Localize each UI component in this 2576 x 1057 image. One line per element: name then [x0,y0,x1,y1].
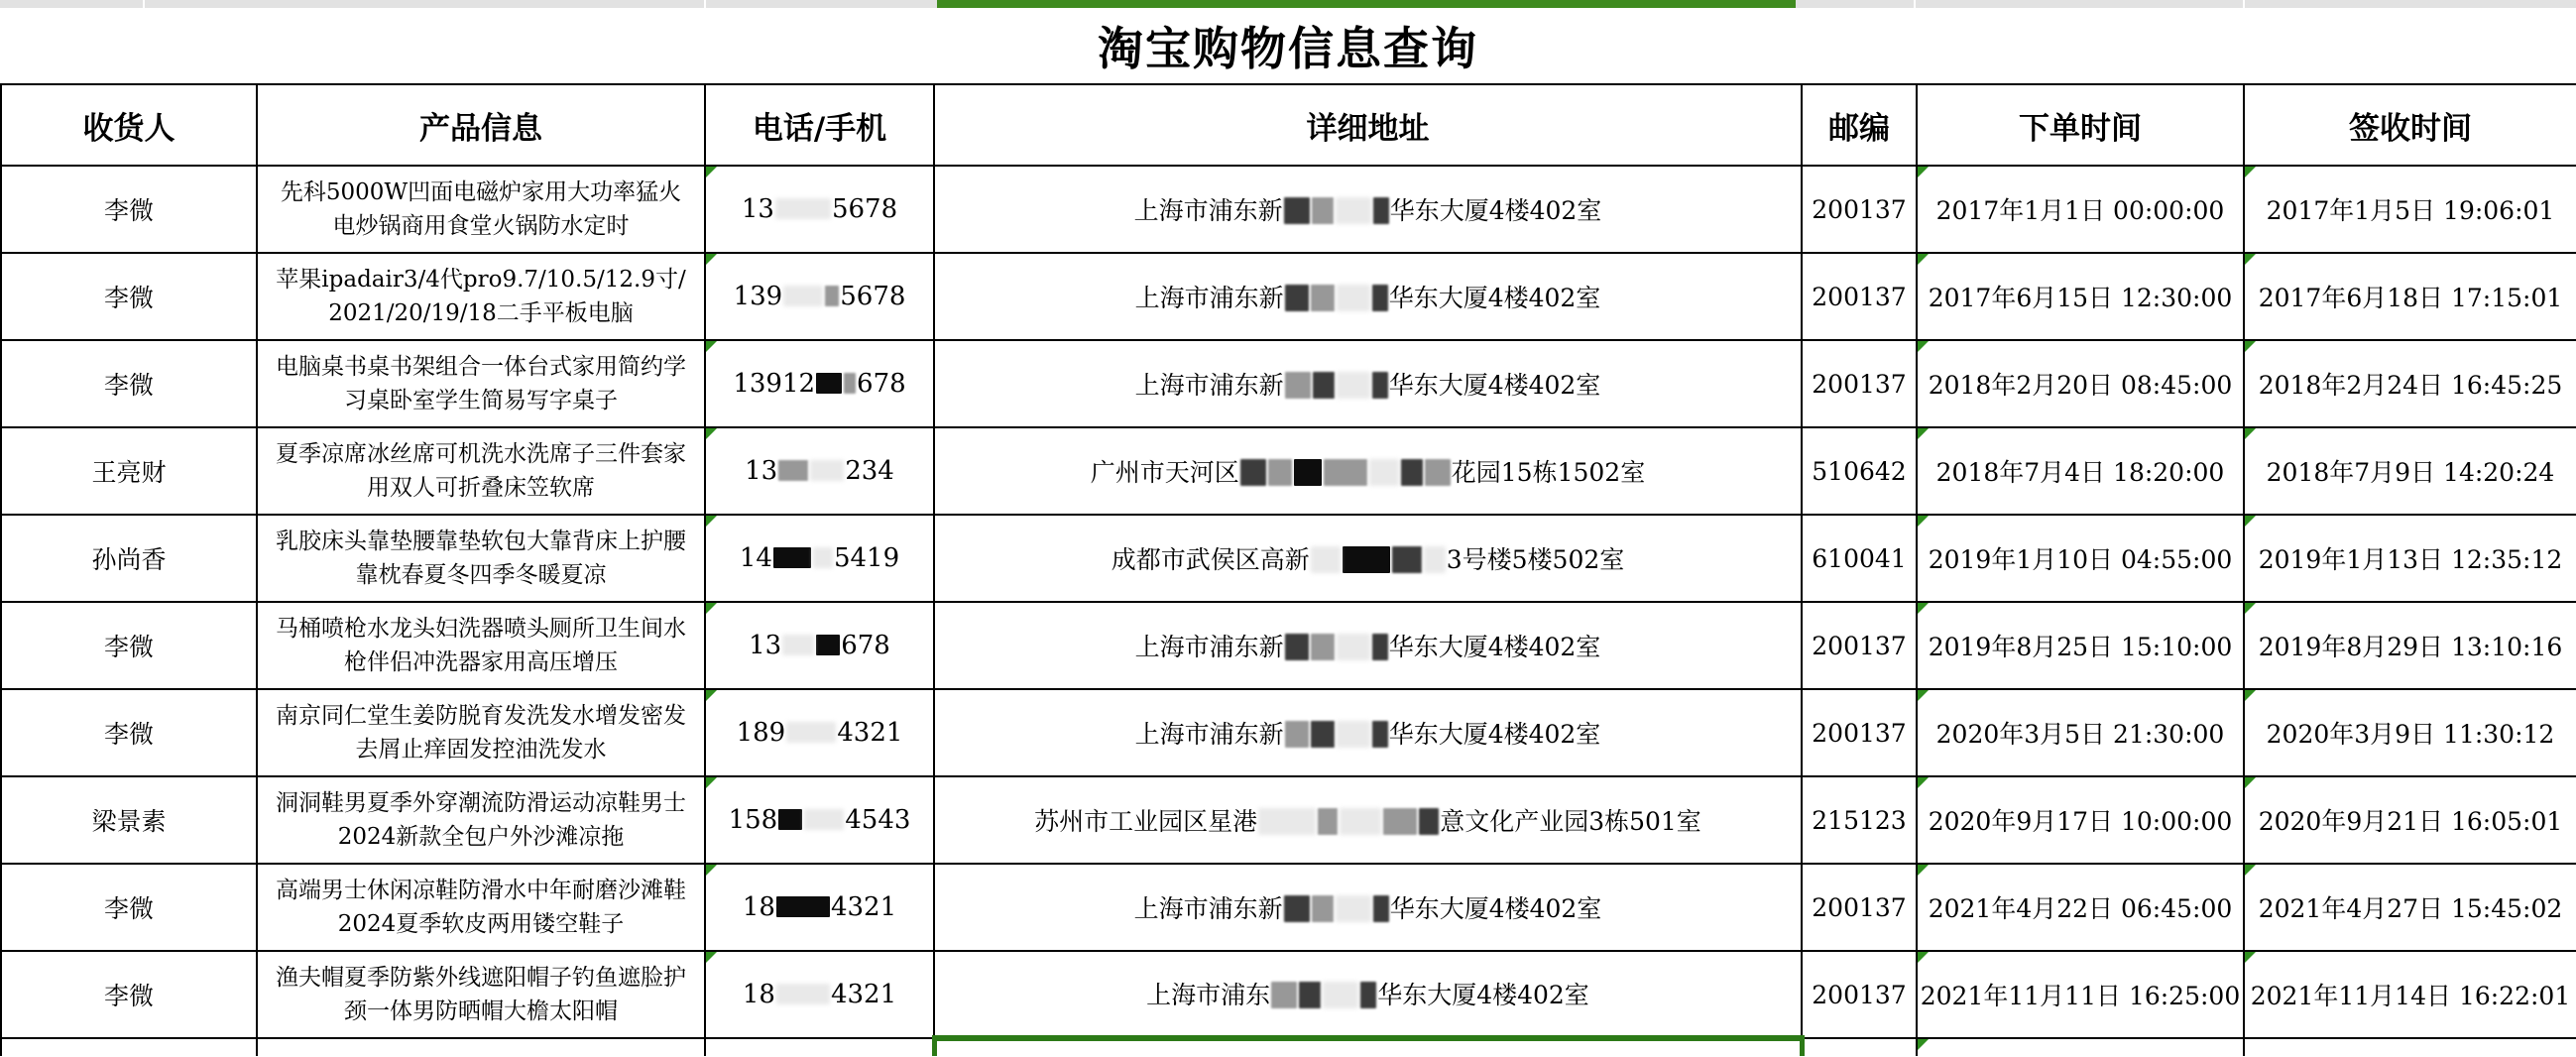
cell-sign_time[interactable]: 2018年7月9日 14:20:24 [2244,427,2576,515]
cell-address[interactable]: 成都市武侯区高新 3号楼5楼502室 [934,515,1802,602]
error-triangle-icon [1918,428,1929,439]
cell-address[interactable]: 上海市浦东新 华东大厦4楼402室 [934,864,1802,951]
redaction-mask [1284,895,1310,922]
table-row [1,776,2576,864]
redaction-mask [1337,634,1370,660]
cell-postal[interactable]: 215123 [1802,776,1917,864]
redaction-mask [1401,459,1423,486]
header-row [1,84,2576,166]
redaction-mask [1324,459,1367,486]
redaction-mask [1424,546,1446,573]
cell-phone[interactable]: 139 5678 [705,253,934,340]
table-row [1,602,2576,689]
redaction-mask [1340,808,1381,835]
cell-phone[interactable]: 13912 678 [705,340,934,427]
cell-address[interactable]: 上海市浦东新 华东大厦4楼402室 [934,253,1802,340]
cell-postal[interactable]: 200137 [1802,951,1917,1038]
cell-phone[interactable] [705,1038,934,1056]
selected-column-indicator [937,0,1796,8]
redaction-mask [1311,634,1335,660]
strip-separator [143,0,145,8]
redaction-mask [1372,634,1388,660]
cell-sign_time[interactable]: 2020年3月9日 11:30:12 [2244,689,2576,776]
cell-product[interactable]: 先科5000W凹面电磁炉家用大功率猛火电炒锅商用食堂火锅防水定时 [257,166,705,253]
strip-separator [704,0,706,8]
redaction-mask [825,286,839,306]
table-row [1,864,2576,951]
cell-product[interactable]: 夏季凉席冰丝席可机洗水洗席子三件套家用双人可折叠床笠软席 [257,427,705,515]
redaction-mask [1373,895,1389,922]
cell-recipient[interactable]: 孙尚香 [1,515,257,602]
cell-order_time[interactable] [1917,1038,2244,1056]
redaction-mask [1285,721,1309,748]
redaction-mask [1285,372,1311,399]
redaction-mask [804,809,844,830]
cell-phone[interactable]: 13 5678 [705,166,934,253]
redaction-mask [1311,546,1341,573]
error-triangle-icon [2245,516,2256,527]
redaction-mask [1240,459,1266,486]
redaction-mask [1372,721,1388,748]
cell-postal[interactable] [1802,1038,1917,1056]
redaction-mask [1372,372,1388,399]
table-row [1,689,2576,776]
cell-recipient[interactable]: 王亮财 [1,427,257,515]
cell-order_time[interactable]: 2021年4月22日 06:45:00 [1917,864,2244,951]
cell-sign_time[interactable]: 2019年1月13日 12:35:12 [2244,515,2576,602]
redaction-mask [776,896,830,917]
error-triangle-icon [1918,777,1929,788]
cell-recipient[interactable]: 李微 [1,253,257,340]
cell-recipient[interactable] [1,1038,257,1056]
redaction-mask [1318,808,1338,835]
error-triangle-icon [706,777,717,788]
redaction-mask [1312,197,1334,224]
cell-address[interactable]: 上海市浦东新 华东大厦4楼402室 [934,602,1802,689]
redaction-mask [816,635,840,655]
cell-phone[interactable]: 18 4321 [705,951,934,1038]
cell-recipient[interactable]: 李微 [1,689,257,776]
redaction-mask [1336,895,1371,922]
error-triangle-icon [1918,167,1929,177]
strip-separator [2243,0,2245,8]
table-row [1,340,2576,427]
error-triangle-icon [706,952,717,963]
redaction-mask [1294,459,1322,486]
error-triangle-icon [1918,254,1929,265]
cell-phone[interactable]: 13 678 [705,602,934,689]
error-triangle-icon [706,428,717,439]
cell-product[interactable]: 电脑桌书桌书架组合一体台式家用简约学习桌卧室学生简易写字桌子 [257,340,705,427]
title-bar [0,8,2576,83]
cell-recipient[interactable]: 梁景素 [1,776,257,864]
redaction-mask [1299,982,1321,1008]
cell-order_time[interactable]: 2019年8月25日 15:10:00 [1917,602,2244,689]
col-header-sign_time[interactable]: 签收时间 [2244,84,2576,166]
error-triangle-icon [1918,1039,1929,1050]
redaction-mask [1311,285,1335,311]
cell-product[interactable]: 洞洞鞋男夏季外穿潮流防滑运动凉鞋男士2024新款全包户外沙滩凉拖 [257,776,705,864]
cell-order_time[interactable]: 2020年3月5日 21:30:00 [1917,689,2244,776]
error-triangle-icon [2245,428,2256,439]
cell-recipient[interactable]: 李微 [1,166,257,253]
cell-recipient[interactable]: 李微 [1,951,257,1038]
cell-address[interactable]: 广州市天河区 花园15栋1502室 [934,427,1802,515]
redaction-mask [813,547,833,568]
redaction-mask [783,286,823,306]
cell-phone[interactable]: 13 234 [705,427,934,515]
redaction-mask [1369,459,1399,486]
cell-order_time[interactable]: 2017年6月15日 12:30:00 [1917,253,2244,340]
redaction-mask [786,722,836,743]
cell-product[interactable]: 乳胶床头靠垫腰靠垫软包大靠背床上护腰靠枕春夏冬四季冬暖夏凉 [257,515,705,602]
error-triangle-icon [2245,865,2256,876]
redaction-mask [1311,721,1335,748]
redaction-mask [1337,372,1370,399]
cell-postal[interactable]: 610041 [1802,515,1917,602]
redaction-mask [1337,285,1370,311]
table-row [1,515,2576,602]
cell-postal[interactable]: 200137 [1802,253,1917,340]
cell-sign_time[interactable]: 2021年4月27日 15:45:02 [2244,864,2576,951]
redaction-mask [844,373,856,394]
cell-phone[interactable]: 158 4543 [705,776,934,864]
redaction-mask [778,460,808,481]
cell-address[interactable]: 上海市浦东新 华东大厦4楼402室 [934,689,1802,776]
cell-postal[interactable]: 200137 [1802,864,1917,951]
orders-table [0,83,2576,1056]
redaction-mask [816,373,842,394]
cell-product[interactable]: 高端男士休闲凉鞋防滑水中年耐磨沙滩鞋2024夏季软皮两用镂空鞋子 [257,864,705,951]
error-triangle-icon [706,690,717,701]
error-triangle-icon [2245,952,2256,963]
error-triangle-icon [2245,777,2256,788]
col-header-phone[interactable]: 电话/手机 [705,84,934,166]
redaction-mask [1271,982,1297,1008]
error-triangle-icon [2245,603,2256,614]
table-row [1,253,2576,340]
redaction-mask [1336,197,1371,224]
redaction-mask [778,809,802,830]
cell-address[interactable]: 上海市浦东 华东大厦4楼402室 [934,951,1802,1038]
cell-order_time[interactable]: 2021年11月11日 16:25:00 [1917,951,2244,1038]
col-header-address[interactable]: 详细地址 [934,84,1802,166]
cell-sign_time[interactable]: 2017年6月18日 17:15:01 [2244,253,2576,340]
redaction-mask [1419,808,1439,835]
table-row [1,427,2576,515]
redaction-mask [1372,285,1388,311]
cell-recipient[interactable]: 李微 [1,602,257,689]
cell-sign_time[interactable]: 2018年2月24日 16:45:25 [2244,340,2576,427]
error-triangle-icon [706,516,717,527]
cell-postal[interactable]: 200137 [1802,166,1917,253]
cell-product[interactable]: 苹果ipadair3/4代pro9.7/10.5/12.9寸/2021/20/19/18二手平板电脑 [257,253,705,340]
redaction-mask [1360,982,1376,1008]
redaction-mask [1425,459,1451,486]
error-triangle-icon [2245,341,2256,352]
error-triangle-icon [1918,603,1929,614]
redaction-mask [782,635,814,655]
redaction-mask [1284,197,1310,224]
error-triangle-icon [1918,865,1929,876]
cell-recipient[interactable]: 李微 [1,864,257,951]
table-row [1,166,2576,253]
error-triangle-icon [2245,167,2256,177]
top-strip [0,0,2576,8]
col-header-recipient[interactable]: 收货人 [1,84,257,166]
cell-postal[interactable]: 200137 [1802,689,1917,776]
cell-order_time[interactable]: 2017年1月1日 00:00:00 [1917,166,2244,253]
cell-address[interactable]: 上海市浦东新 华东大厦4楼402室 [934,340,1802,427]
redaction-mask [1313,372,1335,399]
cell-sign_time[interactable]: 2020年9月21日 16:05:01 [2244,776,2576,864]
page-title: 淘宝购物信息查询 [1098,22,1478,75]
error-triangle-icon [1918,952,1929,963]
redaction-mask [1268,459,1292,486]
strip-separator [1914,0,1916,8]
cell-sign_time[interactable]: 2017年1月5日 19:06:01 [2244,166,2576,253]
cell-sign_time[interactable] [2244,1038,2576,1056]
error-triangle-icon [706,167,717,177]
redaction-mask [1373,197,1389,224]
error-triangle-icon [1918,690,1929,701]
redaction-mask [1312,895,1334,922]
error-triangle-icon [2245,690,2256,701]
cell-product[interactable]: 渔夫帽夏季防紫外线遮阳帽子钓鱼遮脸护颈一体男防晒帽大檐太阳帽 [257,951,705,1038]
cell-product[interactable]: 马桶喷枪水龙头妇洗器喷头厕所卫生间水枪伴侣冲洗器家用高压增压 [257,602,705,689]
redaction-mask [773,547,811,568]
redaction-mask [776,984,830,1004]
redaction-mask [1285,634,1309,660]
redaction-mask [1258,808,1316,835]
partial-table-row [1,1038,2576,1056]
cell-product[interactable]: 南京同仁堂生姜防脱育发洗发水增发密发去屑止痒固发控油洗发水 [257,689,705,776]
cell-address[interactable]: 上海市浦东新 华东大厦4楼402室 [934,166,1802,253]
cell-postal[interactable]: 510642 [1802,427,1917,515]
redaction-mask [1337,721,1370,748]
cell-postal[interactable]: 200137 [1802,602,1917,689]
redaction-mask [1285,285,1309,311]
col-header-postal[interactable]: 邮编 [1802,84,1917,166]
cell-product[interactable] [257,1038,705,1056]
col-header-order_time[interactable]: 下单时间 [1917,84,2244,166]
redaction-mask [810,460,844,481]
table-row [1,951,2576,1038]
cell-order_time[interactable]: 2020年9月17日 10:00:00 [1917,776,2244,864]
redaction-mask [1323,982,1358,1008]
cell-postal[interactable]: 200137 [1802,340,1917,427]
redaction-mask [1392,546,1422,573]
cell-sign_time[interactable]: 2021年11月14日 16:22:01 [2244,951,2576,1038]
cell-phone[interactable]: 14 5419 [705,515,934,602]
error-triangle-icon [2245,254,2256,265]
cell-order_time[interactable]: 2018年7月4日 18:20:00 [1917,427,2244,515]
error-triangle-icon [706,603,717,614]
error-triangle-icon [706,341,717,352]
error-triangle-icon [706,865,717,876]
cell-phone[interactable]: 18 4321 [705,864,934,951]
redaction-mask [1343,546,1390,573]
selected-cell[interactable] [934,1038,1802,1056]
cell-recipient[interactable]: 李微 [1,340,257,427]
cell-order_time[interactable]: 2019年1月10日 04:55:00 [1917,515,2244,602]
cell-order_time[interactable]: 2018年2月20日 08:45:00 [1917,340,2244,427]
cell-phone[interactable]: 189 4321 [705,689,934,776]
error-triangle-icon [706,254,717,265]
error-triangle-icon [1918,516,1929,527]
cell-sign_time[interactable]: 2019年8月29日 13:10:16 [2244,602,2576,689]
redaction-mask [775,198,831,219]
col-header-product[interactable]: 产品信息 [257,84,705,166]
error-triangle-icon [1918,341,1929,352]
cell-address[interactable]: 苏州市工业园区星港 意文化产业园3栋501室 [934,776,1802,864]
redaction-mask [1383,808,1417,835]
